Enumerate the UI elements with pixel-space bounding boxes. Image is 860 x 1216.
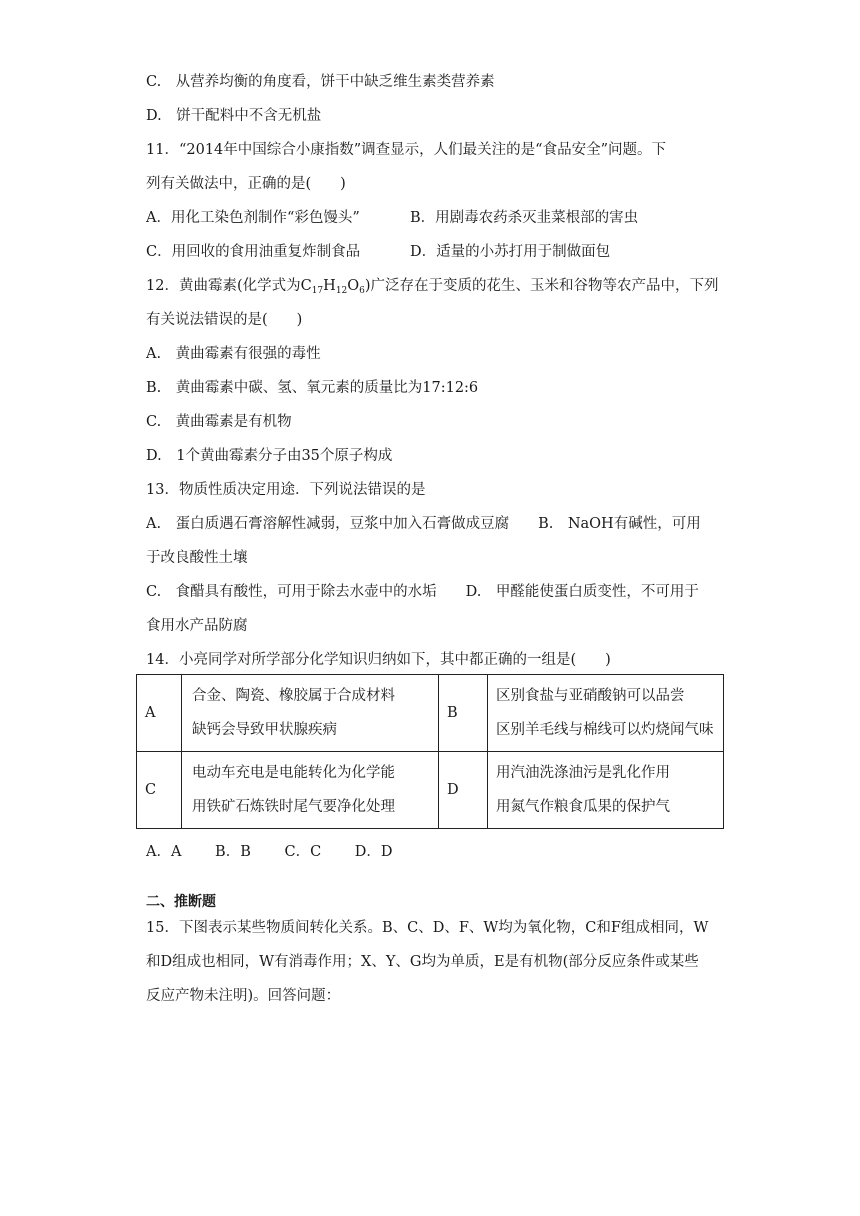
option-c-q10: C. 从营养均衡的角度看，饼干中缺乏维生素类营养素 — [146, 74, 495, 90]
q12-stem-pre: 12．黄曲霉素(化学式为C — [146, 278, 312, 294]
q13-line2: 于改良酸性土壤 — [146, 550, 248, 566]
q14-key-c: C — [137, 752, 182, 829]
q15-line1: 15．下图表示某些物质间转化关系。B、C、D、F、W均为氧化物，C和F组成相同，W — [146, 920, 709, 936]
q14-cell-a-line2: 缺钙会导致甲状腺疾病 — [192, 722, 337, 738]
section-heading: 二、推断题 — [146, 894, 216, 910]
q12-h: H — [323, 278, 336, 294]
q12-option-c: C. 黄曲霉素是有机物 — [146, 414, 292, 430]
q14-table — [136, 674, 724, 829]
q11-options-ab — [146, 208, 638, 228]
q14-cell-b-line2: 区别羊毛线与棉线可以灼烧闻气味 — [496, 722, 714, 738]
q15-line2: 和D组成也相同，W有消毒作用；X、Y、G均为单质，E是有机物(部分反应条件或某些 — [146, 954, 699, 970]
q13-stem: 13．物质性质决定用途．下列说法错误的是 — [146, 482, 426, 498]
q14-cell-c-line1: 电动车充电是电能转化为化学能 — [192, 765, 395, 781]
q14-cell-b-line1: 区别食盐与亚硝酸钠可以品尝 — [496, 688, 685, 704]
q11-options-cd — [146, 242, 610, 262]
q14-cell-d-line2: 用氮气作粮食瓜果的保护气 — [496, 799, 670, 815]
q15-line3: 反应产物未注明)。回答问题： — [146, 988, 341, 1004]
q14-stem: 14．小亮同学对所学部分化学知识归纳如下，其中都正确的一组是( ) — [146, 652, 611, 668]
q14-key-d: D — [439, 752, 488, 829]
option-d-q10: D. 饼干配料中不含无机盐 — [146, 108, 322, 124]
q12-stem-post: )广泛存在于变质的花生、玉米和谷物等农产品中，下列 — [364, 278, 719, 294]
q14-answer-options: A．A B．B C．C D．D — [146, 844, 393, 860]
q14-key-a: A — [137, 675, 182, 752]
table-row — [137, 752, 724, 829]
q12-sub-c: 17 — [311, 286, 324, 296]
q12-sub-o: 6 — [359, 286, 365, 296]
q11-option-b: B．用剧毒农药杀灭韭菜根部的害虫 — [410, 210, 639, 226]
q11-stem-line1: 11．“2014年中国综合小康指数”调查显示，人们最关注的是“食品安全”问题。下 — [146, 142, 667, 158]
q11-option-a: A．用化工染色剂制作“彩色馒头” — [146, 210, 360, 226]
q12-stem-line2: 有关说法错误的是( ) — [146, 312, 303, 328]
q13-line4: 食用水产品防腐 — [146, 618, 248, 634]
q14-key-b: B — [439, 675, 488, 752]
q12-sub-h: 12 — [335, 286, 348, 296]
q11-option-c: C．用回收的食用油重复炸制食品 — [146, 244, 361, 260]
q13-line3: C. 食醋具有酸性，可用于除去水壶中的水垢 D. 甲醛能使蛋白质变性，不可用于 — [146, 584, 699, 600]
q14-cell-c-line2: 用铁矿石炼铁时尾气要净化处理 — [192, 799, 395, 815]
table-row — [137, 675, 724, 752]
q12-stem-line1 — [146, 276, 719, 301]
q12-option-b: B. 黄曲霉素中碳、氢、氧元素的质量比为17:12:6 — [146, 380, 479, 396]
q12-option-a: A. 黄曲霉素有很强的毒性 — [146, 346, 321, 362]
q14-cell-c — [182, 752, 439, 829]
q14-cell-a-line1: 合金、陶瓷、橡胶属于合成材料 — [192, 688, 395, 704]
q14-cell-d-line1: 用汽油洗涤油污是乳化作用 — [496, 765, 670, 781]
q14-cell-d — [488, 752, 724, 829]
q14-cell-a — [182, 675, 439, 752]
q14-cell-b — [488, 675, 724, 752]
q12-o: O — [347, 278, 360, 294]
q13-line1: A. 蛋白质遇石膏溶解性减弱，豆浆中加入石膏做成豆腐 B. NaOH有碱性，可用 — [146, 516, 701, 532]
q11-option-d: D．适量的小苏打用于制做面包 — [410, 244, 611, 260]
q12-option-d: D. 1个黄曲霉素分子由35个原子构成 — [146, 448, 393, 464]
q11-stem-line2: 列有关做法中，正确的是( ) — [146, 176, 346, 192]
